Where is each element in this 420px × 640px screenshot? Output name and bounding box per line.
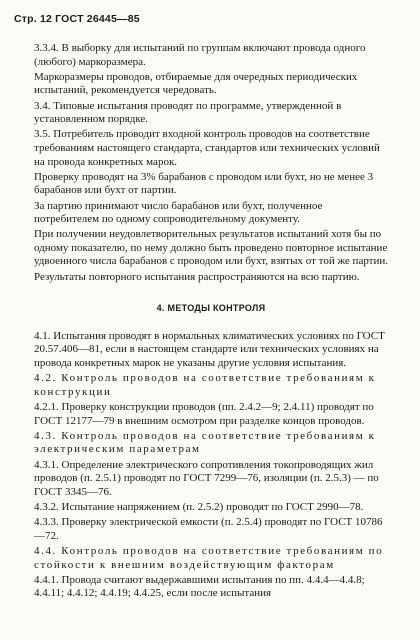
subsection-heading: 4.2. Контроль проводов на соответствие требованиям к конструкции [34, 372, 376, 398]
paragraph: Результаты повторного испытания распространяются на всю партию. [34, 270, 360, 283]
paragraph: Проверку проводят на 3% барабанов с проводом или бухт, но не менее 3 барабанов или бухт от партии. [34, 170, 374, 197]
paragraph: 3.3.4. В выборку для испытаний по группам включают провода одного (любого) маркоразмера. [34, 42, 366, 68]
paragraph: 3.5. Потребитель проводит входной контроль проводов на соответствие требованиям настоящего стандарта, стандартов или технических условий на провода конкретных марок. [34, 128, 380, 168]
paragraph: 4.4.1. Провода считают выдержавшими испытания по пп. 4.4.4—4.4.8; 4.4.11; 4.4.12; 4.4.19; 4.4.25, если после испытания [34, 573, 365, 600]
subsection-heading: 4.4. Контроль проводов на соответствие требованиям по стойкости к внешним воздействующим факторам [34, 544, 384, 571]
document-body [34, 42, 388, 602]
section-heading: 4. МЕТОДЫ КОНТРОЛЯ [156, 303, 266, 314]
paragraph: Маркоразмеры проводов, отбираемые для очередных периодических испытаний, рекомендуется чередовать. [34, 70, 358, 97]
page-header: Стр. 12 ГОСТ 26445—85 [14, 13, 140, 25]
paragraph: 4.3.1. Определение электрического сопротивления токопроводящих жил проводов (п. 2.5.1) проводят по ГОСТ 7299—76, изоляции (п. 2.5.3) — по ГОСТ 3345—76. [34, 458, 379, 498]
paragraph: 4.3.2. Испытание напряжением (п. 2.5.2) проводят по ГОСТ 2990—78. [34, 500, 364, 513]
paragraph: 4.1. Испытания проводят в нормальных климатических условиях по ГОСТ 20.57.406—81, если в настоящем стандарте или технических условиях на провода конкретных марок не указаны другие условия испытания. [34, 329, 385, 370]
paragraph: 4.2.1. Проверку конструкции проводов (пп. 2.4.2—9; 2.4.11) проводят по ГОСТ 12177—79 в внешним осмотром при разделке концов проводов. [34, 401, 374, 427]
paragraph: 4.3.3. Проверку электрической емкости (п. 2.5.4) проводят по ГОСТ 10786—72. [34, 516, 383, 542]
paragraph: При получении неудовлетворительных результатов испытаний хотя бы по одному показателю, по нему должно быть проведено повторное испытание удвоенного числа барабанов с проводом или бухт, взятых от той же партии. [34, 228, 389, 268]
paragraph: За партию принимают число барабанов или бухт, полученное потребителем по одному сопроводительному документу. [34, 199, 323, 226]
paragraph: 3.4. Типовые испытания проводят по программе, утвержденной в установленном порядке. [34, 99, 342, 126]
subsection-heading: 4.3. Контроль проводов на соответствие требованиям к электрическим параметрам [34, 429, 376, 456]
